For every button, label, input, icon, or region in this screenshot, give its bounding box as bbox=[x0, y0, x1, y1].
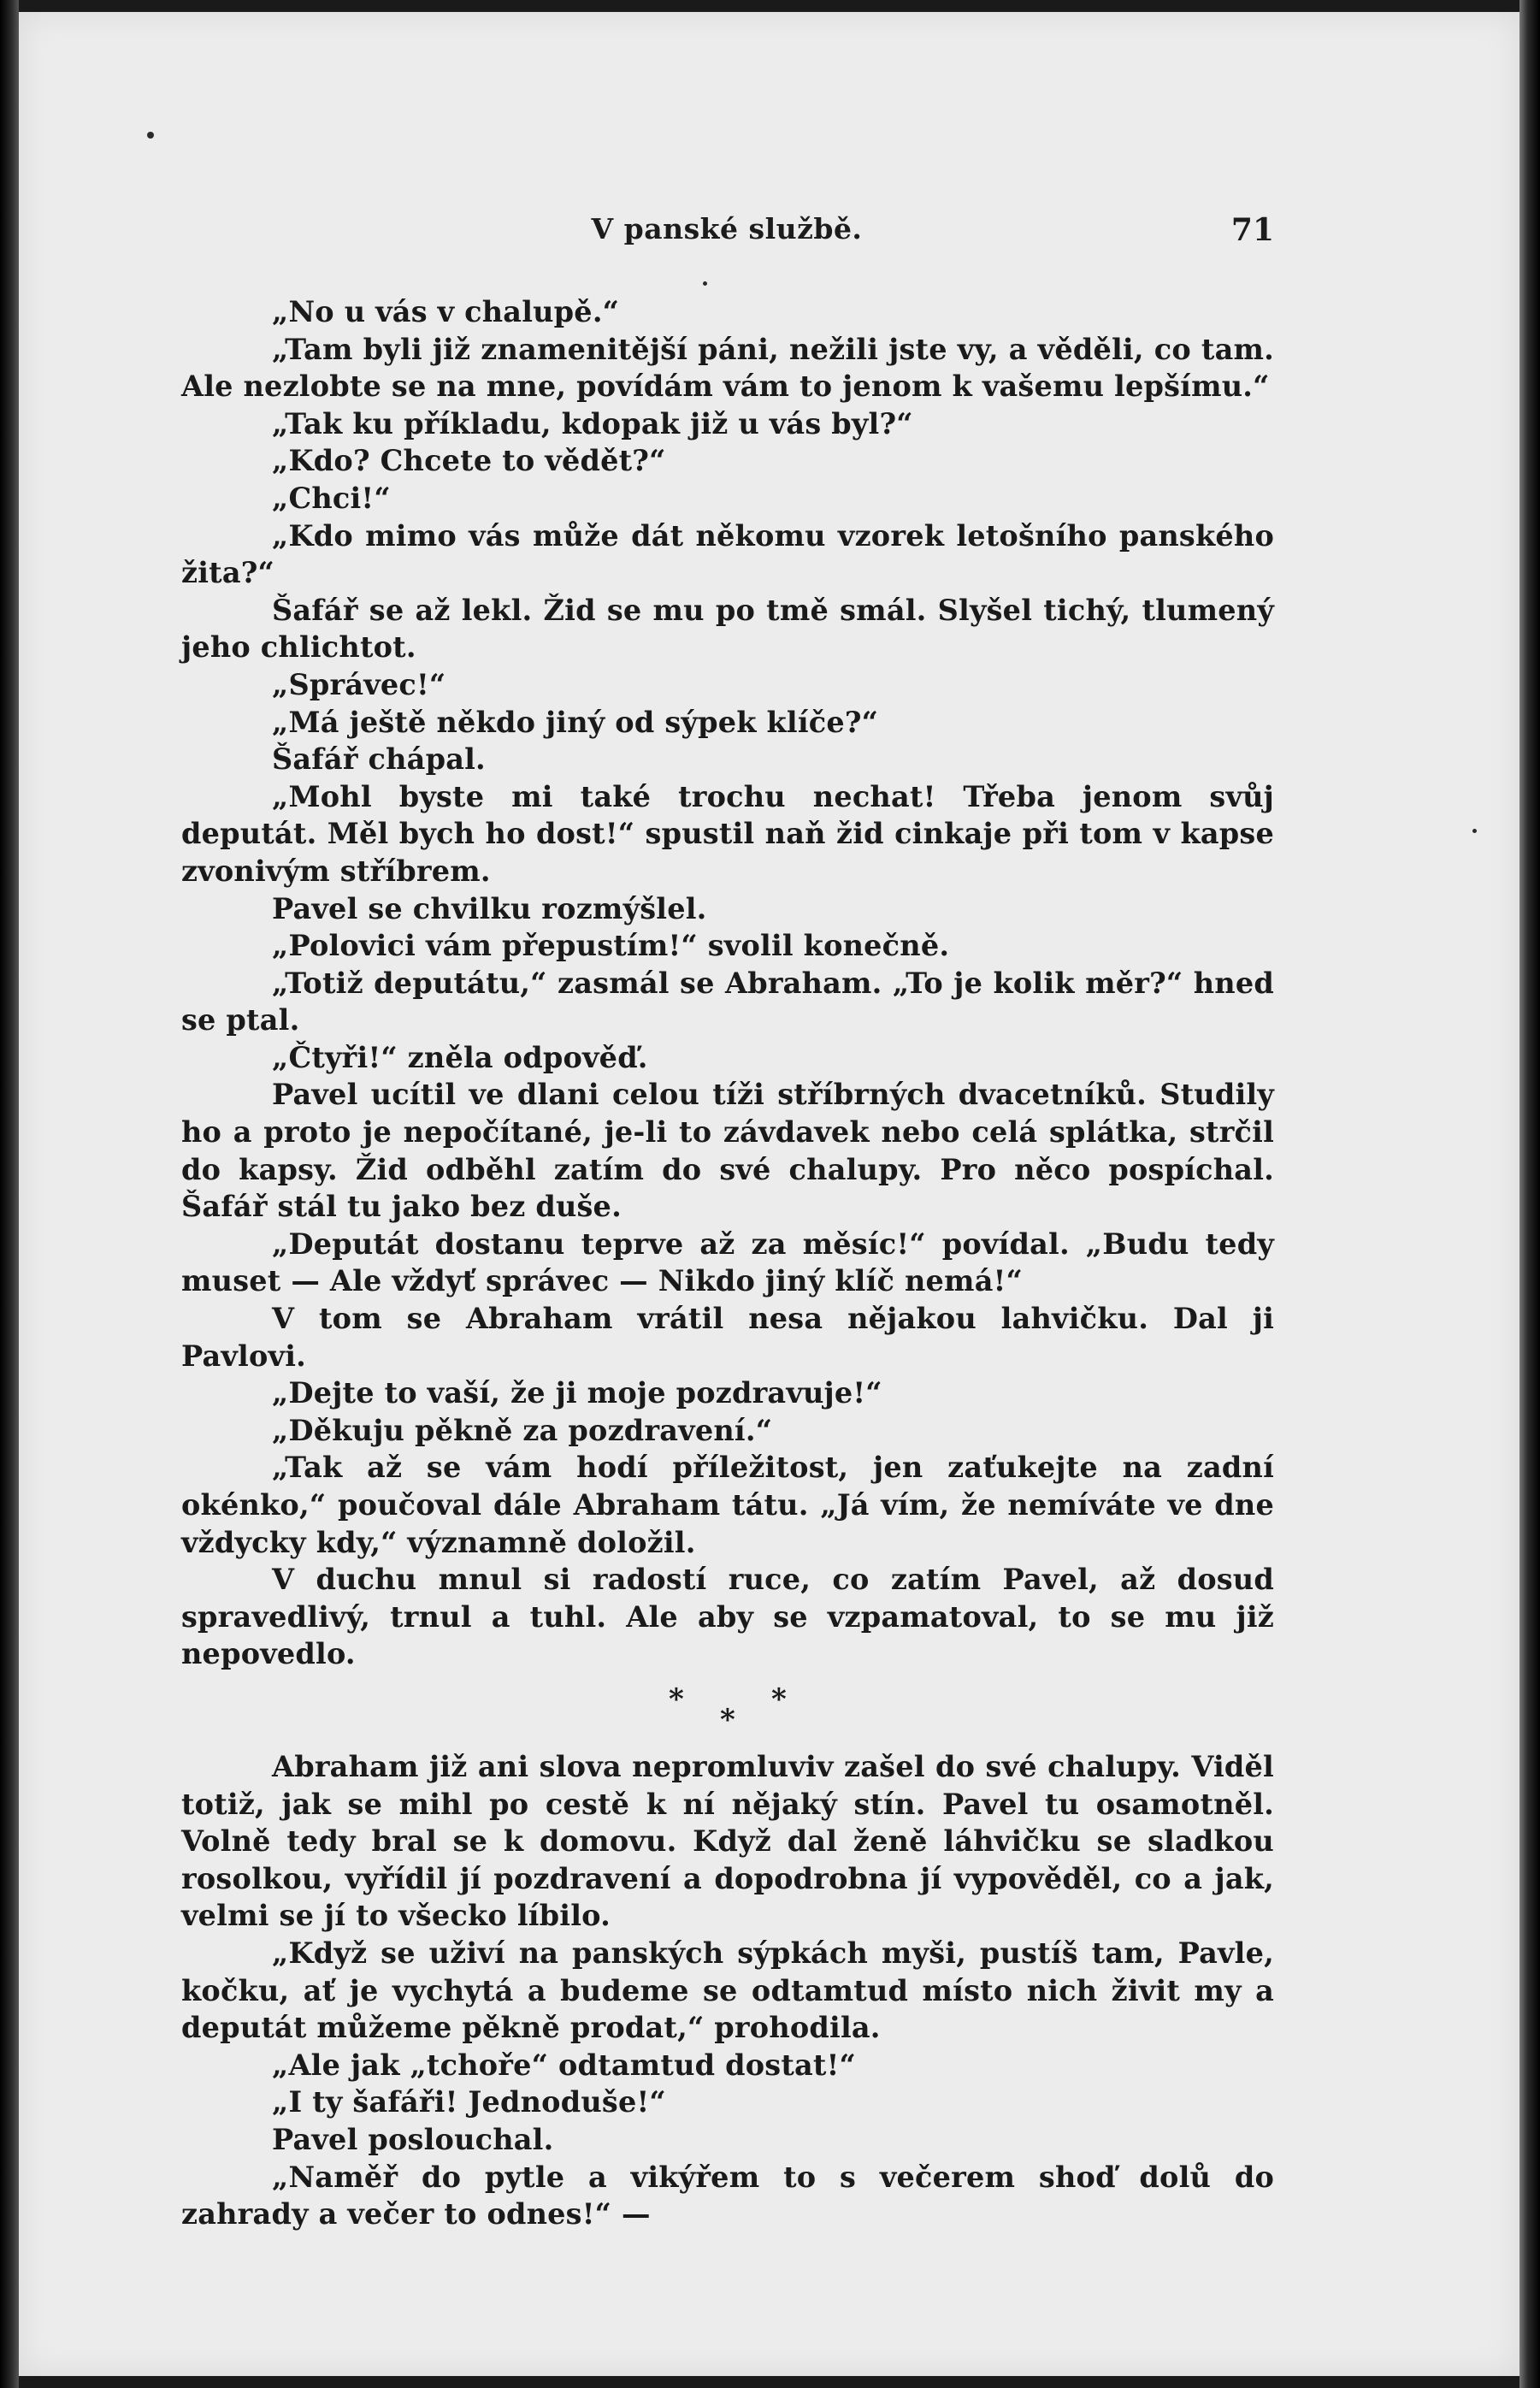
paragraph: „Dejte to vaší, že ji moje pozdravuje!“ bbox=[272, 1376, 882, 1410]
paragraph: „Chci!“ bbox=[272, 481, 391, 515]
paragraph: „Tam byli již znamenitější páni, nežili jste vy, a věděli, co tam. Ale nezlobte se na mne, povídám vám to jenom k vašemu lepšímu.“ bbox=[181, 332, 1274, 404]
section-separator bbox=[181, 1673, 1274, 1748]
page-number: 71 bbox=[1230, 212, 1274, 248]
paragraph: „Deputát dostanu teprve až za měsíc!“ povídal. „Budu tedy muset — Ale vždyť správec — Nikdo jiný klíč nemá!“ bbox=[181, 1227, 1274, 1298]
paragraph: „I ty šafáři! Jednoduše!“ bbox=[272, 2085, 666, 2119]
separator-asterisk: * bbox=[720, 1702, 735, 1737]
paragraph: V tom se Abraham vrátil nesa nějakou lahvičku. Dal ji Pavlovi. bbox=[181, 1302, 1274, 1373]
book-spine-shadow bbox=[0, 0, 19, 2388]
paragraph: „No u vás v chalupě.“ bbox=[272, 295, 620, 328]
paragraph: „Má ještě někdo jiný od sýpek klíče?“ bbox=[272, 705, 879, 739]
paragraph: „Polovici vám přepustím!“ svolil konečně. bbox=[272, 929, 950, 963]
running-title: V panské službě. bbox=[591, 212, 863, 245]
paragraph: „Tak až se vám hodí příležitost, jen zaťukejte na zadní okénko,“ poučoval dále Abraham tátu. „Já vím, že nemíváte ve dne vždycky kdy,“ významně doložil. bbox=[181, 1451, 1274, 1559]
paragraph: „Děkuju pěkně za pozdravení.“ bbox=[272, 1413, 773, 1447]
paragraph: Šafář chápal. bbox=[272, 742, 486, 777]
separator-asterisk: * bbox=[669, 1682, 684, 1717]
paragraph: „Naměř do pytle a vikýřem to s večerem shoď dolů do zahrady a večer to odnes!“ — bbox=[181, 2160, 1274, 2231]
paragraph: „Správec!“ bbox=[272, 667, 446, 701]
paragraph: „Když se uživí na panských sýpkách myši, pustíš tam, Pavle, kočku, ať je vychytá a budeme se odtamtud místo nich živit my a deputát můžeme pěkně prodat,“ prohodila. bbox=[181, 1936, 1274, 2045]
paragraph: „Totiž deputátu,“ zasmál se Abraham. „To je kolik měr?“ hned se ptal. bbox=[181, 966, 1274, 1037]
paragraph: „Čtyři!“ zněla odpověď. bbox=[272, 1040, 648, 1074]
paragraph: Abraham již ani slova nepromluviv zašel do své chalupy. Viděl totiž, jak se mihl po cestě k ní nějaký stín. Pavel tu osamotněl. Volně tedy bral se k domovu. Když dal ženě láhvičku se sladkou rosolkou, vyřídil jí pozdravení a dopodrobna jí vypověděl, co a jak, velmi se jí to všecko líbilo. bbox=[181, 1749, 1274, 1933]
paragraph: „Kdo? Chcete to vědět?“ bbox=[272, 444, 666, 478]
page-speck bbox=[1472, 829, 1477, 833]
page-speck bbox=[147, 132, 154, 139]
page-edge-shadow bbox=[1519, 0, 1540, 2388]
paragraph: Pavel ucítil ve dlani celou tíži stříbrných dvacetníků. Studily ho a proto je nepočítané, je-li to závdavek nebo celá splátka, strčil do kapsy. Žid odběhl zatím do své chalupy. Pro něco pospíchal. Šafář stál tu jako bez duše. bbox=[181, 1078, 1274, 1224]
page-speck bbox=[703, 281, 707, 286]
page-header bbox=[180, 212, 1274, 255]
body-text bbox=[181, 293, 1274, 2233]
paragraph: „Ale jak „tchoře“ odtamtud dostat!“ bbox=[272, 2048, 856, 2082]
paragraph: V duchu mnul si radostí ruce, co zatím Pavel, až dosud spravedlivý, trnul a tuhl. Ale aby se vzpamatoval, to se mu již nepovedlo. bbox=[181, 1563, 1274, 1671]
separator-asterisk: * bbox=[771, 1682, 787, 1717]
paragraph: „Mohl byste mi také trochu nechat! Třeba jenom svůj deputát. Měl bych ho dost!“ spustil naň žid cinkaje při tom v kapse zvonivým stříbrem. bbox=[181, 779, 1274, 888]
paragraph: Šafář se až lekl. Žid se mu po tmě smál. Slyšel tichý, tlumený jeho chlichtot. bbox=[181, 593, 1274, 665]
paragraph: Pavel poslouchal. bbox=[272, 2122, 554, 2156]
paragraph: Pavel se chvilku rozmýšlel. bbox=[272, 891, 707, 925]
paragraph: „Tak ku příkladu, kdopak již u vás byl?“ bbox=[272, 406, 913, 440]
paragraph: „Kdo mimo vás může dát někomu vzorek letošního panského žita?“ bbox=[181, 518, 1274, 590]
